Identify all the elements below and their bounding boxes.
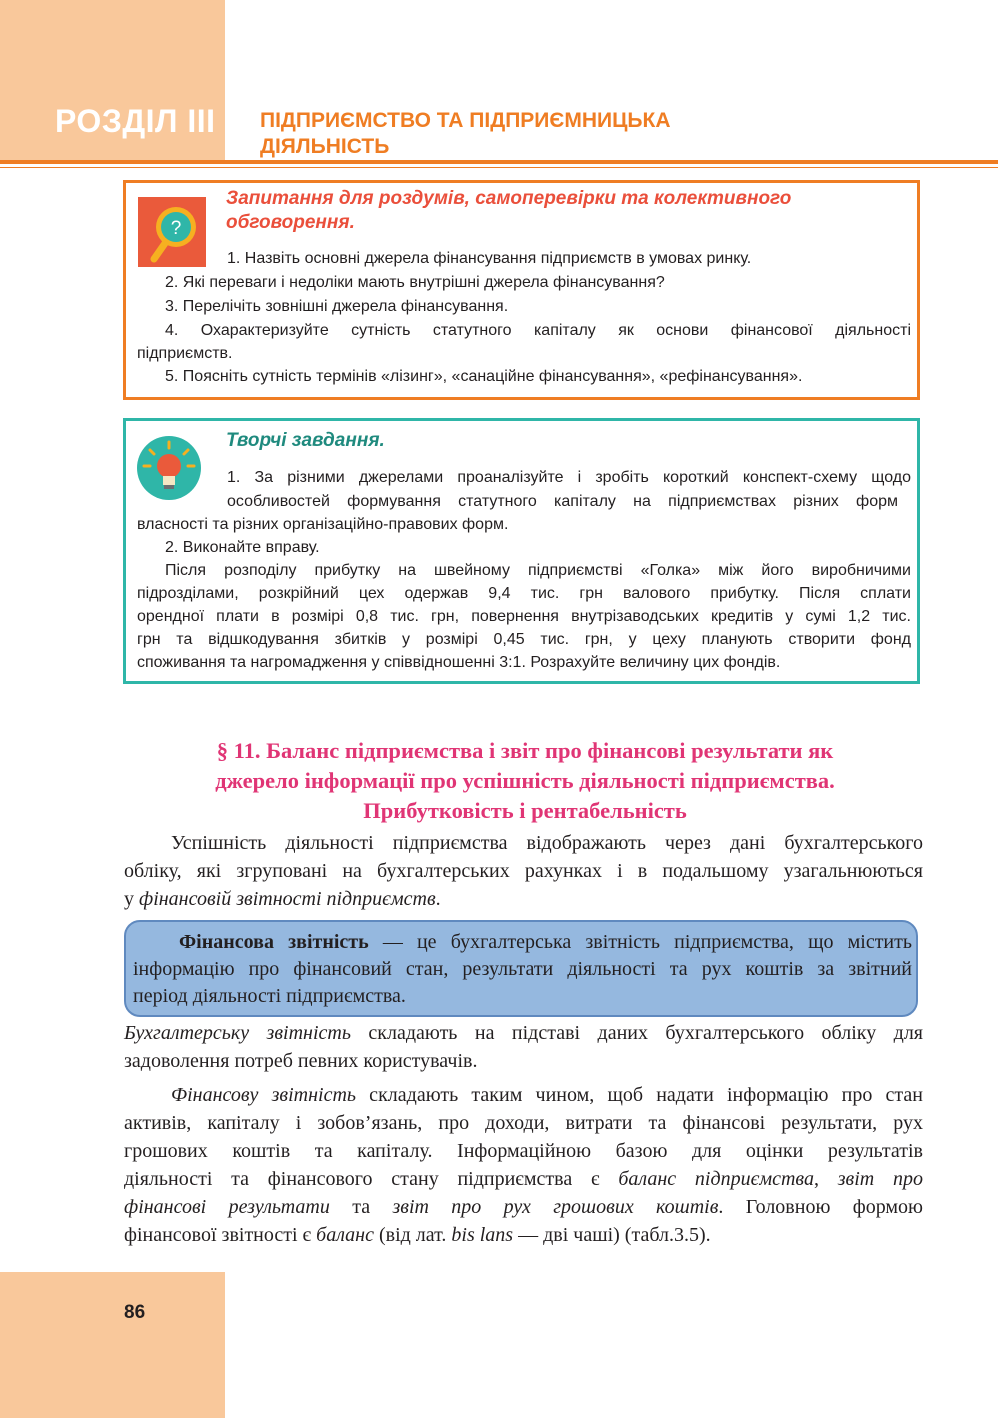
text-run: складають таким чином, щоб надати інформацію про стан [356,1084,923,1106]
task-line: 2. Виконайте вправу. [165,539,320,556]
body-line: грошових коштів та капіталу. Інформаційною базою для оцінки результатів [124,1140,923,1162]
chapter-title [260,108,860,160]
body-line: задоволення потреб певних користувачів. [124,1050,478,1072]
paragraph-title-line: джерело інформації про успішність діяльності підприємства. [215,768,835,793]
questions-box [123,180,920,400]
italic-term: баланс підприємства [618,1168,814,1190]
section-label: РОЗДІЛ III [55,103,216,139]
paragraph-title-line: Прибутковість і рентабельність [363,798,687,823]
header-rule-thin [0,167,998,168]
text-run: (від лат. [373,1224,452,1246]
questions-heading-line: Запитання для роздумів, самоперевірки та колективного [226,188,792,209]
question-item-continuation: підприємств. [137,345,233,362]
magnifier-question-icon [138,197,206,267]
definition-line: інформацію про фінансовий стан, результати діяльності та рух коштів за звітний [133,958,912,980]
definition-line: період діяльності підприємства. [133,985,406,1007]
text-run: складають на підставі даних бухгалтерського обліку для [350,1022,923,1044]
italic-term: звіт про [837,1168,924,1190]
body-line [124,1165,923,1193]
paragraph-title [125,736,925,826]
italic-term: фінансовій звітності підприємств [139,888,436,910]
text-run: та [329,1196,393,1218]
body-line [124,1221,711,1249]
body-line: Успішність діяльності підприємства відображають через дані бухгалтерського [171,832,923,854]
italic-term: фінансові результати [124,1196,330,1218]
question-item: 3. Перелічіть зовнішні джерела фінансування. [165,298,509,315]
italic-term: баланс [316,1224,374,1246]
page-number: 86 [124,1302,146,1323]
italic-term: Бухгалтерську звітність [124,1022,351,1044]
task-line: 1. За різними джерелами проаналізуйте і зробіть короткий конспект-схему щодо [227,469,911,486]
definition-line [179,928,912,956]
body-line: обліку, які згруповані на бухгалтерських рахунках і в подальшому узагальнюються [124,860,923,882]
text-run: . [435,888,441,910]
italic-term: Фінансову звітність [171,1084,356,1106]
tasks-heading: Творчі завдання. [226,430,385,451]
text-run: — це бухгалтерська звітність підприємства, що містить [368,931,912,953]
questions-heading-line: обговорення. [226,212,355,233]
italic-term: bis lans [451,1224,514,1246]
task-line: Після розподілу прибутку на швейному підприємстві «Голка» між його виробничими [165,562,911,579]
definition-term: Фінансова звітність [179,931,369,953]
light-bulb-icon [136,435,202,501]
question-item: 5. Поясніть сутність термінів «лізинг», «санаційне фінансування», «рефінансування». [165,368,803,385]
svg-text:?: ? [170,218,182,239]
chapter-title-line: ПІДПРИЄМСТВО ТА ПІДПРИЄМНИЦЬКА [260,109,671,132]
task-line: власності та різних організаційно-правових форм. [137,516,509,533]
chapter-title-line: ДІЯЛЬНІСТЬ [260,135,390,158]
body-line [124,1193,923,1221]
task-line: підрозділами, розкрійний цех одержав 9,4 тис. грн валового прибутку. Після сплати [137,585,911,602]
task-line: грн та відшкодування збитків у розмірі 0,45 тис. грн, у цеху планують створити фонд [137,631,911,648]
questions-heading [226,187,886,235]
body-line [124,885,441,913]
question-item: 4. Охарактеризуйте сутність статутного капіталу як основи фінансової діяльності [165,322,911,339]
text-run: фінансової звітності є [124,1224,317,1246]
question-item: 1. Назвіть основні джерела фінансування підприємств в умовах ринку. [227,250,752,267]
body-line [124,1019,923,1047]
text-run: . Головною формою [718,1196,923,1218]
text-run: у [124,888,139,910]
creative-tasks-box [123,418,920,684]
footer-color-band [0,1272,225,1418]
text-run: , [813,1168,838,1190]
text-run: — дві чаші) (табл.3.5). [513,1224,711,1246]
italic-term: звіт про рух грошових коштів [392,1196,719,1218]
body-line: активів, капіталу і зобов’язань, про доходи, витрати та фінансові результати, рух [124,1112,923,1134]
paragraph-title-line: § 11. Баланс підприємства і звіт про фінансові результати як [216,738,834,763]
task-line: споживання та нагромадження у співвідношенні 3:1. Розрахуйте величину цих фондів. [137,654,781,671]
task-line: орендної плати в розмірі 0,8 тис. грн, повернення внутрізаводських кредитів у сумі 1,2 тис. [137,608,911,625]
text-run: діяльності та фінансового стану підприємства є [124,1168,619,1190]
question-item: 2. Які переваги і недоліки мають внутрішні джерела фінансування? [165,274,665,291]
body-line [171,1081,923,1109]
task-line: особливостей формування статутного капіталу на підприємствах різних форм [227,493,898,510]
header-rule [0,160,998,164]
